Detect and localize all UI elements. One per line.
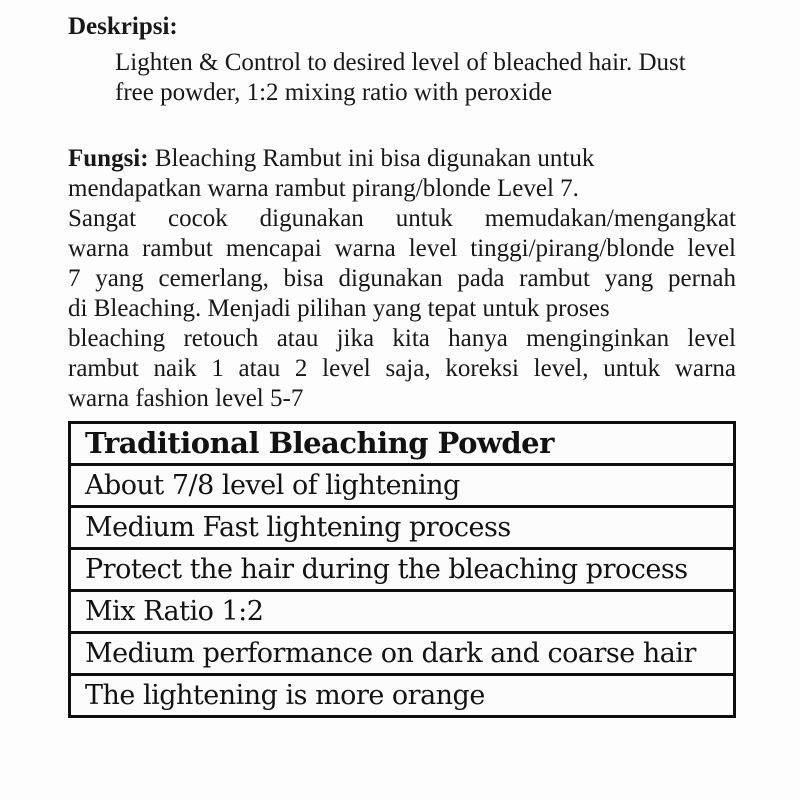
fungsi-line: Sangat cocok digunakan untuk memudakan/mengangkat <box>68 205 736 232</box>
deskripsi-paragraph <box>115 48 736 108</box>
table-row <box>70 549 735 591</box>
fungsi-paragraph <box>68 144 736 414</box>
deskripsi-heading: Deskripsi: <box>68 13 178 40</box>
table-cell: About 7/8 level of lightening <box>70 465 735 507</box>
fungsi-line: rambut naik 1 atau 2 level saja, koreksi level, untuk warna <box>68 355 736 382</box>
table-cell: Mix Ratio 1:2 <box>70 591 735 633</box>
fungsi-line: 7 yang cemerlang, bisa digunakan pada rambut yang pernah <box>68 265 736 292</box>
fungsi-line: warna fashion level 5-7 <box>68 385 304 412</box>
fungsi-line <box>68 144 736 174</box>
table-row <box>70 633 735 675</box>
fungsi-line: bleaching retouch atau jika kita hanya menginginkan level <box>68 325 736 352</box>
fungsi-line: warna rambut mencapai warna level tinggi/pirang/blonde level <box>68 235 736 262</box>
table-header-cell: Traditional Bleaching Powder <box>70 423 735 465</box>
table-cell: Medium performance on dark and coarse hair <box>70 633 735 675</box>
table-row <box>70 591 735 633</box>
table-cell: Medium Fast lightening process <box>70 507 735 549</box>
table-row <box>70 507 735 549</box>
product-spec-table <box>68 421 736 718</box>
fungsi-line: di Bleaching. Menjadi pilihan yang tepat untuk proses <box>68 295 610 322</box>
table-cell: The lightening is more orange <box>70 675 735 717</box>
deskripsi-line: free powder, 1:2 mixing ratio with peroxide <box>115 79 553 106</box>
fungsi-heading: Fungsi: <box>68 145 149 172</box>
fungsi-line-text: Bleaching Rambut ini bisa digunakan untuk <box>154 145 595 172</box>
table-row <box>70 465 735 507</box>
table-row <box>70 675 735 717</box>
fungsi-line: mendapatkan warna rambut pirang/blonde Level 7. <box>68 175 579 202</box>
content-area <box>68 12 736 718</box>
deskripsi-line: Lighten & Control to desired level of bleached hair. Dust <box>115 49 686 76</box>
table-cell: Protect the hair during the bleaching process <box>70 549 735 591</box>
table-header-row <box>70 423 735 465</box>
